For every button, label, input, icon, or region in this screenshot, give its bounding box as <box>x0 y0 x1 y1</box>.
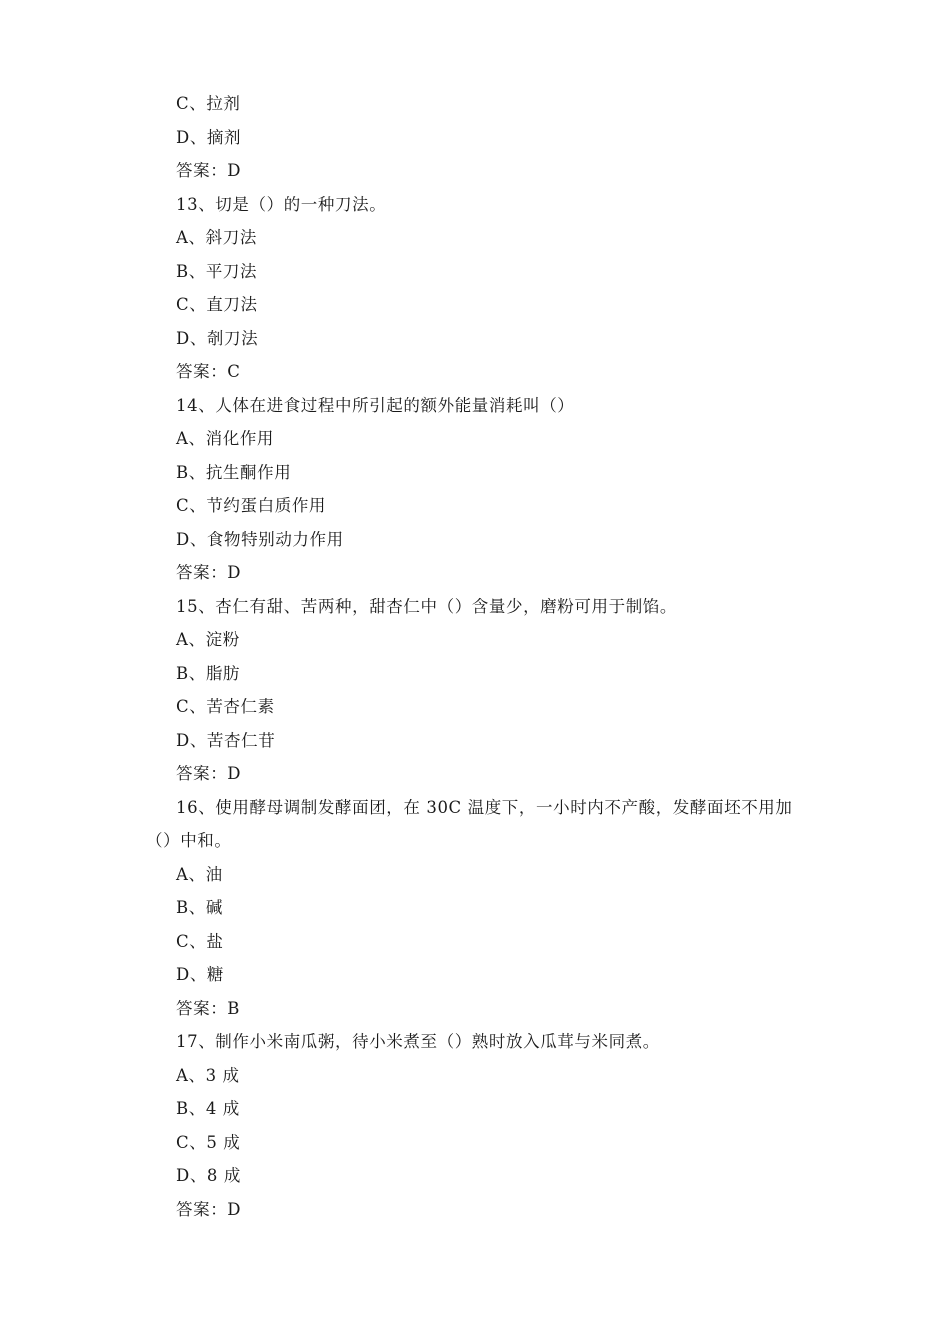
option-d-text: D、摘剂 <box>176 128 242 147</box>
option-a-text: A、淀粉 <box>176 630 240 649</box>
answer-text: 答案：D <box>176 764 242 783</box>
option-d-text: D、剞刀法 <box>176 329 259 348</box>
answer-text: 答案：D <box>176 1200 242 1219</box>
option-a-text: A、消化作用 <box>176 429 275 448</box>
option-c-text: C、苦杏仁素 <box>176 697 275 716</box>
option-d-text: D、糖 <box>176 965 225 984</box>
option-c-text: C、节约蛋白质作用 <box>176 496 327 515</box>
answer-text: 答案：D <box>176 563 242 582</box>
question-15-text: 15、杏仁有甜、苦两种，甜杏仁中（）含量少，磨粉可用于制馅。 <box>176 597 677 616</box>
answer-text: 答案：D <box>176 161 242 180</box>
answer-text: 答案：C <box>176 362 241 381</box>
answer-text: 答案：B <box>176 999 241 1018</box>
option-d-text: D、食物特别动力作用 <box>176 530 344 549</box>
option-b-text: B、脂肪 <box>176 664 241 683</box>
option-d-text: D、8 成 <box>176 1166 241 1185</box>
option-c-text: C、盐 <box>176 932 224 951</box>
question-16-continuation: （）中和。 <box>146 831 232 850</box>
option-b-text: B、平刀法 <box>176 262 258 281</box>
option-a-text: A、油 <box>176 865 223 884</box>
option-c-text: C、5 成 <box>176 1133 241 1152</box>
option-c-text: C、拉剂 <box>176 94 241 113</box>
option-a-text: A、3 成 <box>176 1066 240 1085</box>
option-b-text: B、抗生酮作用 <box>176 463 292 482</box>
question-16-text: 16、使用酵母调制发酵面团，在 30C 温度下，一小时内不产酸，发酵面坯不用加 <box>176 798 793 817</box>
option-d-text: D、苦杏仁苷 <box>176 731 276 750</box>
question-14-text: 14、人体在进食过程中所引起的额外能量消耗叫（） <box>176 396 575 415</box>
option-b-text: B、碱 <box>176 898 223 917</box>
question-17-text: 17、制作小米南瓜粥，待小米煮至（）熟时放入瓜茸与米同煮。 <box>176 1032 660 1051</box>
question-13-text: 13、切是（）的一种刀法。 <box>176 195 387 214</box>
option-b-text: B、4 成 <box>176 1099 240 1118</box>
option-a-text: A、斜刀法 <box>176 228 257 247</box>
option-c-text: C、直刀法 <box>176 295 258 314</box>
